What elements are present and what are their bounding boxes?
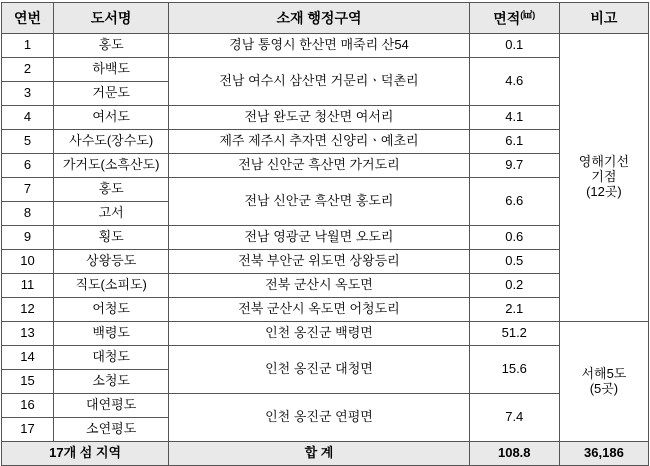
total-label: 17개 섬 지역 — [2, 442, 169, 466]
cell-no: 10 — [2, 250, 54, 274]
cell-note: 서해5도 (5곳) — [559, 322, 648, 442]
cell-address: 전남 완도군 청산면 여서리 — [169, 106, 469, 130]
cell-address: 전남 신안군 흑산면 가거도리 — [169, 154, 469, 178]
column-header-area-label: 면적 — [493, 10, 521, 27]
cell-area: 4.1 — [469, 106, 559, 130]
table-row — [2, 34, 649, 58]
cell-island-name: 여서도 — [54, 106, 169, 130]
cell-island-name: 하백도 — [54, 58, 169, 82]
column-header-area — [469, 3, 559, 34]
cell-island-name: 거문도 — [54, 82, 169, 106]
cell-area: 15.6 — [469, 346, 559, 394]
table-row — [2, 250, 649, 274]
total-note: 36,186 — [559, 442, 648, 466]
table-row — [2, 130, 649, 154]
cell-area: 0.2 — [469, 274, 559, 298]
cell-island-name: 횡도 — [54, 226, 169, 250]
column-header-address: 소재 행정구역 — [169, 3, 469, 34]
cell-island-name: 직도(소피도) — [54, 274, 169, 298]
cell-area: 0.6 — [469, 226, 559, 250]
table-row — [2, 154, 649, 178]
cell-area: 4.6 — [469, 58, 559, 106]
cell-no: 4 — [2, 106, 54, 130]
column-header-note: 비고 — [559, 3, 648, 34]
cell-address: 전남 신안군 흑산면 홍도리 — [169, 178, 469, 226]
table-row — [2, 106, 649, 130]
cell-area: 51.2 — [469, 322, 559, 346]
cell-no: 16 — [2, 394, 54, 418]
cell-no: 8 — [2, 202, 54, 226]
column-header-no: 연번 — [2, 3, 54, 34]
cell-address: 전북 군산시 옥도면 — [169, 274, 469, 298]
cell-no: 2 — [2, 58, 54, 82]
cell-area: 2.1 — [469, 298, 559, 322]
table-header — [2, 3, 649, 34]
cell-island-name: 대연평도 — [54, 394, 169, 418]
cell-address: 인천 옹진군 백령면 — [169, 322, 469, 346]
cell-address: 경남 통영시 한산면 매죽리 산54 — [169, 34, 469, 58]
cell-address: 전북 부안군 위도면 상왕등리 — [169, 250, 469, 274]
table-row — [2, 274, 649, 298]
total-sum-label: 합 계 — [169, 442, 469, 466]
cell-note: 영해기선 기점 (12곳) — [559, 34, 648, 322]
table-row — [2, 394, 649, 418]
cell-no: 7 — [2, 178, 54, 202]
table-row — [2, 58, 649, 82]
table-row — [2, 178, 649, 202]
cell-area: 6.6 — [469, 178, 559, 226]
total-row — [2, 442, 649, 466]
cell-area: 7.4 — [469, 394, 559, 442]
cell-island-name: 어청도 — [54, 298, 169, 322]
cell-no: 12 — [2, 298, 54, 322]
cell-island-name: 소청도 — [54, 370, 169, 394]
cell-no: 5 — [2, 130, 54, 154]
cell-island-name: 상왕등도 — [54, 250, 169, 274]
table-row — [2, 346, 649, 370]
cell-island-name: 백령도 — [54, 322, 169, 346]
cell-address: 전남 영광군 낙월면 오도리 — [169, 226, 469, 250]
cell-island-name: 소연평도 — [54, 418, 169, 442]
table-body — [2, 34, 649, 466]
cell-no: 9 — [2, 226, 54, 250]
cell-area: 0.1 — [469, 34, 559, 58]
column-header-area-unit: (㎢) — [520, 9, 536, 20]
cell-no: 11 — [2, 274, 54, 298]
cell-no: 15 — [2, 370, 54, 394]
cell-island-name: 대청도 — [54, 346, 169, 370]
table-row — [2, 322, 649, 346]
cell-area: 0.5 — [469, 250, 559, 274]
cell-area: 6.1 — [469, 130, 559, 154]
cell-island-name: 사수도(장수도) — [54, 130, 169, 154]
cell-island-name: 고서 — [54, 202, 169, 226]
cell-no: 13 — [2, 322, 54, 346]
table-header-row — [2, 3, 649, 34]
cell-no: 1 — [2, 34, 54, 58]
total-area: 108.8 — [469, 442, 559, 466]
cell-island-name: 가거도(소흑산도) — [54, 154, 169, 178]
cell-no: 17 — [2, 418, 54, 442]
cell-address: 전북 군산시 옥도면 어청도리 — [169, 298, 469, 322]
cell-address: 제주 제주시 추자면 신양리ㆍ예초리 — [169, 130, 469, 154]
column-header-name: 도서명 — [54, 3, 169, 34]
cell-address: 인천 옹진군 대청면 — [169, 346, 469, 394]
cell-area: 9.7 — [469, 154, 559, 178]
cell-island-name: 홍도 — [54, 178, 169, 202]
table-row — [2, 226, 649, 250]
island-list-table — [1, 2, 649, 466]
cell-no: 6 — [2, 154, 54, 178]
cell-address: 전남 여수시 삼산면 거문리ㆍ덕촌리 — [169, 58, 469, 106]
cell-address: 인천 옹진군 연평면 — [169, 394, 469, 442]
table-row — [2, 298, 649, 322]
cell-no: 3 — [2, 82, 54, 106]
cell-island-name: 홍도 — [54, 34, 169, 58]
cell-no: 14 — [2, 346, 54, 370]
